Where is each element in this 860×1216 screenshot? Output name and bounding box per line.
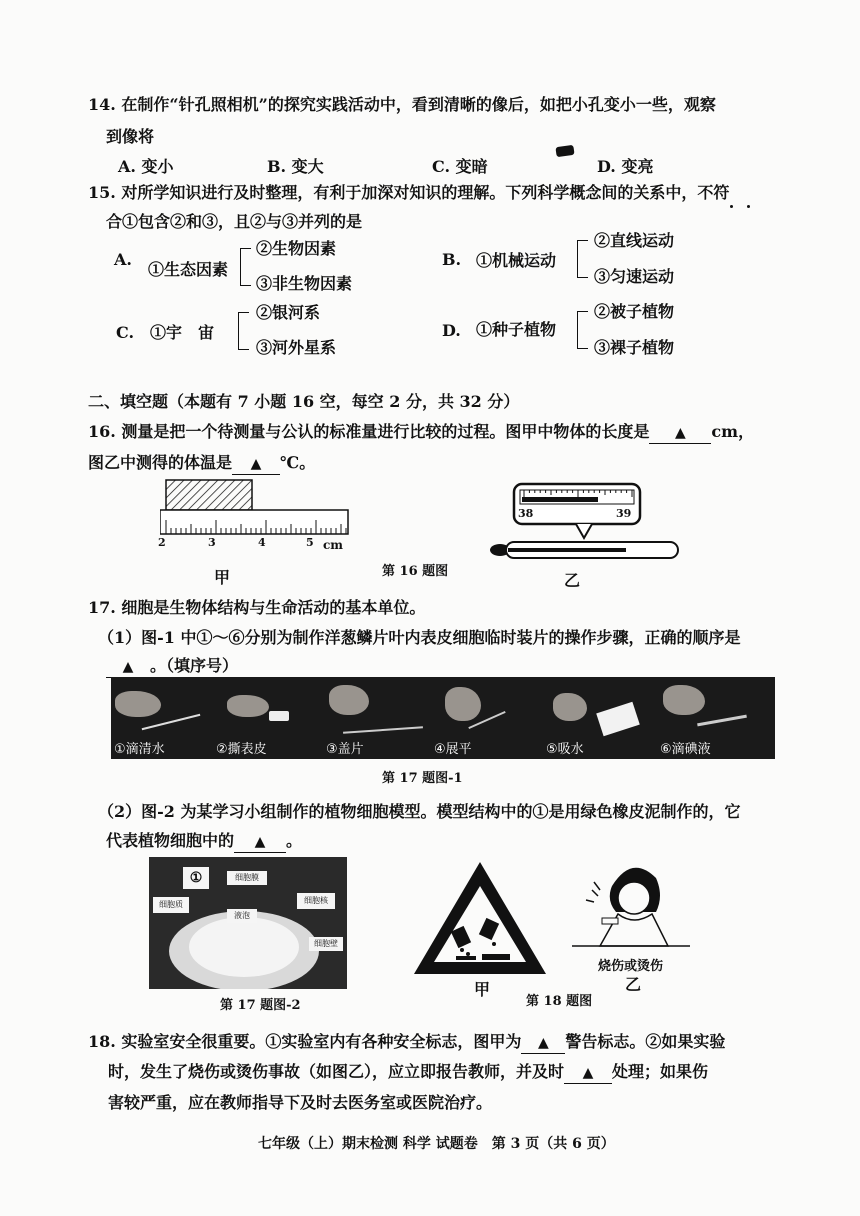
label-jia-18: 甲 <box>474 980 491 999</box>
q15-a-child1: ②生物因素 <box>256 239 337 258</box>
blank-marker: ▲ <box>582 1065 594 1081</box>
step-photo-1 <box>111 677 213 759</box>
flag-1: ① <box>183 867 209 889</box>
q15-d-child1: ②被子植物 <box>594 302 675 321</box>
q15-d-child2: ③裸子植物 <box>594 338 675 357</box>
q14-stem-line2: 到像将 <box>106 127 155 146</box>
q16-unit: cm， <box>711 422 755 441</box>
q18-line2 <box>108 1062 708 1084</box>
q17-text: 。 <box>286 831 303 850</box>
q18-caption: 第 18 题图 <box>526 994 593 1009</box>
student-burn-icon <box>572 856 690 952</box>
q15-c-parent: ①宇 宙 <box>150 323 215 342</box>
label-yi: 乙 <box>564 571 581 590</box>
flag-cytoplasm: 细胞质 <box>153 897 189 913</box>
q14-option-c: C. 变暗 <box>432 157 488 176</box>
ink-mark <box>555 145 574 157</box>
burn-caption: 烧伤或烫伤 <box>598 959 664 974</box>
q17-fig2-caption: 第 17 题图-2 <box>220 998 301 1013</box>
q15-b-letter: B. <box>442 250 462 269</box>
answer-blank[interactable] <box>564 1062 612 1084</box>
q18-line1 <box>88 1032 725 1054</box>
q17-fig1-caption: 第 17 题图-1 <box>382 771 463 786</box>
bracket <box>238 312 249 350</box>
corrosive-warning-sign <box>410 858 550 980</box>
flag-nucleus: 细胞核 <box>297 893 335 909</box>
step-photo-6 <box>657 677 775 759</box>
q18-text: 警告标志。②如果实验 <box>565 1032 726 1051</box>
q17-stem: 17. 细胞是生物体结构与生命活动的基本单位。 <box>88 598 426 617</box>
step-photo-2 <box>213 677 323 759</box>
ruler-label-3: 3 <box>208 536 216 549</box>
blank-marker: ▲ <box>250 456 262 472</box>
q15-d-parent: ①种子植物 <box>476 320 557 339</box>
bracket <box>577 240 588 278</box>
ruler-label-2: 2 <box>158 536 166 549</box>
thermometer-svg <box>488 482 688 567</box>
callout-pointer <box>576 524 592 538</box>
q14-option-b: B. 变大 <box>267 157 324 176</box>
q17-text: 。（填序号） <box>150 656 239 675</box>
q15-stem-line2: 合①包含②和③，且②与③并列的是 <box>106 212 363 231</box>
warning-triangle-icon <box>410 858 550 980</box>
flag-membrane: 细胞膜 <box>227 871 267 885</box>
measured-object <box>166 480 252 510</box>
model-cytoplasm <box>189 917 299 977</box>
ruler-label-5: 5 <box>306 536 314 549</box>
blank-marker: ▲ <box>538 1035 549 1051</box>
q14-option-d: D. 变亮 <box>597 157 654 176</box>
step-photo-4 <box>431 677 543 759</box>
bracket <box>240 248 251 286</box>
q17-part1-line2 <box>106 656 238 678</box>
ruler-figure <box>160 478 350 558</box>
thermo-label-38: 38 <box>518 507 534 520</box>
q16-unit: ℃。 <box>280 453 316 472</box>
emphasis-dot <box>747 205 750 208</box>
step-photo-3 <box>323 677 431 759</box>
step-label: ①滴清水 <box>114 742 165 757</box>
step-label: ④展平 <box>434 742 472 757</box>
flag-cell-wall: 细胞壁 <box>309 937 343 951</box>
blank-marker: ▲ <box>675 425 686 441</box>
q17-part2-line2 <box>106 831 302 853</box>
q15-b-child1: ②直线运动 <box>594 231 675 250</box>
step-photo-5 <box>543 677 657 759</box>
answer-blank[interactable] <box>649 422 711 444</box>
q14-stem-line1: 14. 在制作“针孔照相机”的探究实践活动中，看到清晰的像后，如把小孔变小一些，观察 <box>88 95 716 114</box>
page-footer: 七年级（上）期末检测 科学 试题卷 第 3 页（共 6 页） <box>258 1136 615 1152</box>
q15-b-parent: ①机械运动 <box>476 251 557 270</box>
q18-text: 18. 实验室安全很重要。①实验室内有各种安全标志，图甲为 <box>88 1032 522 1051</box>
q16-stem-line1 <box>88 422 754 444</box>
step-label: ⑥滴碘液 <box>660 742 711 757</box>
bracket <box>577 311 588 349</box>
q18-line3: 害较严重，应在教师指导下及时去医务室或医院治疗。 <box>108 1093 493 1112</box>
q15-a-child2: ③非生物因素 <box>256 274 353 293</box>
burn-illustration <box>572 856 690 952</box>
q15-d-letter: D. <box>442 321 461 340</box>
q15-a-letter: A. <box>114 250 132 269</box>
q15-c-child1: ②银河系 <box>256 303 321 322</box>
section-title: 二、填空题（本题有 7 小题 16 空，每空 2 分，共 32 分） <box>88 392 520 411</box>
emphasis-dot <box>730 205 733 208</box>
q16-text: 16. 测量是把一个待测量与公认的标准量进行比较的过程。图甲中物体的长度是 <box>88 422 650 441</box>
ruler-svg <box>160 478 350 558</box>
q14-option-a: A. 变小 <box>118 157 174 176</box>
blank-marker: ▲ <box>122 659 134 675</box>
label-yi-18: 乙 <box>625 975 642 994</box>
answer-blank[interactable] <box>232 453 280 475</box>
q18-text: 处理；如果伤 <box>612 1062 709 1081</box>
ruler-body <box>160 510 348 534</box>
q15-stem-line1: 15. 对所学知识进行及时整理，有利于加深对知识的理解。下列科学概念间的关系中，不符 <box>88 183 730 202</box>
q16-caption: 第 16 题图 <box>382 564 449 579</box>
q18-text: 时，发生了烧伤或烫伤事故（如图乙），应立即报告教师，并及时 <box>108 1062 565 1081</box>
ruler-label-4: 4 <box>258 536 266 549</box>
blank-marker: ▲ <box>254 834 266 850</box>
mercury-column <box>522 497 598 502</box>
answer-blank[interactable] <box>234 831 286 853</box>
label-jia: 甲 <box>214 568 231 587</box>
q15-c-child2: ③河外星系 <box>256 338 337 357</box>
answer-blank[interactable] <box>521 1032 565 1054</box>
q16-text: 图乙中测得的体温是 <box>88 453 233 472</box>
thermometer-figure <box>488 482 688 567</box>
q17-text: 代表植物细胞中的 <box>106 831 235 850</box>
answer-blank[interactable] <box>106 656 150 678</box>
q17-part1-line1: （1）图-1 中①～⑥分别为制作洋葱鳞片叶内表皮细胞临时装片的操作步骤，正确的顺序是 <box>98 628 741 647</box>
thermo-label-39: 39 <box>616 507 632 520</box>
ruler-unit: cm <box>323 538 344 552</box>
q15-c-letter: C. <box>116 323 135 342</box>
cell-model-photo <box>149 857 347 989</box>
thermometer-mercury <box>508 548 626 552</box>
flag-vacuole: 液泡 <box>227 909 257 923</box>
q15-a-parent: ①生态因素 <box>148 260 229 279</box>
step-label: ⑤吸水 <box>546 742 584 757</box>
q15-b-child2: ③匀速运动 <box>594 267 675 286</box>
q17-part2-line1: （2）图-2 为某学习小组制作的植物细胞模型。模型结构中的①是用绿色橡皮泥制作的，它 <box>98 802 741 821</box>
q16-stem-line2 <box>88 453 315 475</box>
step-label: ②撕表皮 <box>216 742 267 757</box>
step-label: ③盖片 <box>326 742 364 757</box>
